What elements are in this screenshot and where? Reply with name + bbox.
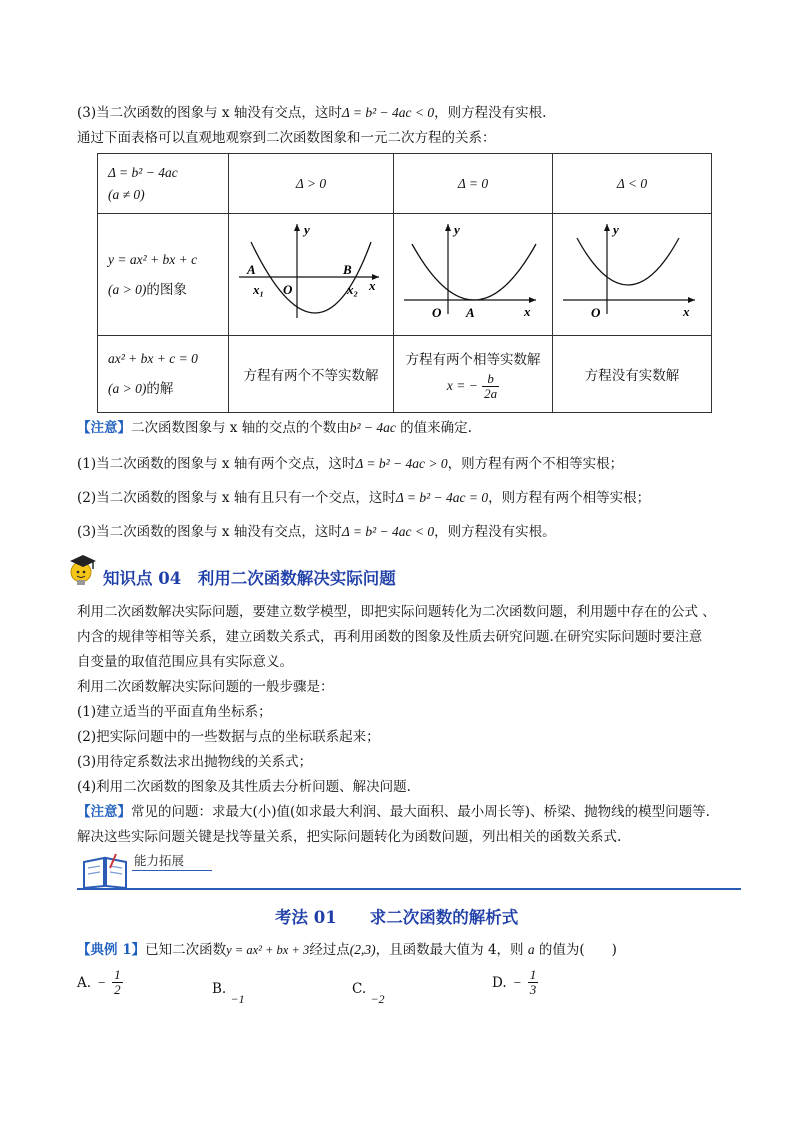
graph-gt-origin: O [283,282,293,297]
graph-eq-y-label: y [454,222,460,237]
table-sol-eq-frac [482,372,499,401]
option-c[interactable] [352,981,385,1006]
example-func: y = ax² + bx + 3 [226,943,310,957]
option-a-letter: A. [77,974,92,991]
table-intro: 通过下面表格可以直观地观察到二次函数图象和一元二次方程的关系： [77,130,496,146]
note1-prefix: 二次函数图象与 x 轴的交点的个数由 [131,420,350,436]
table-sol-eq-num: b [482,372,499,387]
note1-item1-prefix: (1)当二次函数的图象与 x 轴有两个交点，这时 [77,456,356,472]
intro-line3-suffix: ，则方程没有实根. [434,105,547,121]
table-sol-eq-x: x = − [446,377,478,393]
graph-eq-cell [394,214,553,336]
table-col-gt: Δ > 0 [229,154,394,214]
table-row2-suffix: 的图象 [146,281,187,298]
option-c-value: −2 [370,992,385,1006]
option-b-value: −1 [230,992,245,1006]
graph-lt-origin: O [591,305,601,320]
steps-title: 利用二次函数解决实际问题的一般步骤是： [77,679,334,695]
note1-item3-expr: Δ = b² − 4ac < 0 [341,524,435,539]
example-point: (2,3) [349,942,376,957]
kaofa-title: 考法 01 求二次函数的解析式 [275,908,519,927]
table-head-cond: (a ≠ 0) [108,186,145,202]
table-sol-eq-cell [394,336,553,413]
example-text-b: 经过点 [309,942,350,958]
note1-item3-prefix: (3)当二次函数的图象与 x 轴没有交点，这时 [77,524,342,540]
intro-line-3 [77,103,546,123]
option-d[interactable] [492,968,538,997]
knowledge-note-line-1 [77,802,710,822]
table-row3-formula: ax² + bx + c = 0 [108,351,198,366]
graph-eq-x-label: x [524,304,531,319]
example-text-a: 已知二次函数 [145,942,227,958]
table-col-lt: Δ < 0 [553,154,712,214]
knowledge-title: 知识点 04 利用二次函数解决实际问题 [103,569,396,588]
example-text-d: 的值为( ) [534,942,617,958]
option-a-num: 1 [114,967,121,982]
section-divider [77,888,741,890]
knowledge-note-line-2: 解决这些实际问题关键是找等量关系，把实际问题转化为函数问题，列出相关的函数关系式. [77,829,622,845]
note1-item-1 [77,454,623,474]
table-sol-eq-den: 2a [484,385,498,401]
table-row2-cond: (a > 0) [108,281,147,297]
graph-two-roots [229,214,393,331]
graph-eq-A: A [466,305,475,320]
graph-gt-B: B [343,262,352,277]
table-sol-lt: 方程没有实数解 [553,336,712,413]
note1-expr: b² − 4ac [349,420,396,435]
graph-gt-cell [229,214,394,336]
intro-line3-expr: Δ = b² − 4ac < 0 [341,105,435,120]
intro-line3-prefix: (3)当二次函数的图象与 x 轴没有交点，这时 [77,105,342,121]
relation-table [97,153,712,413]
graph-lt-y-label: y [613,222,619,237]
graph-gt-A: A [247,262,256,277]
table-row2-head [98,214,229,336]
knowledge-para-line-2: 内含的规律等相等关系，建立函数关系式，再利用函数的图象及性质去研究问题.在研究实际问题时要注意 [77,629,703,645]
example-1 [77,940,617,960]
table-row3-suffix: 的解 [146,381,174,397]
graph-one-root [394,214,552,331]
table-row3-head [98,336,229,413]
option-d-frac [528,968,539,997]
option-a[interactable] [77,968,123,997]
note1-suffix: 的值来确定. [395,420,472,436]
option-b-letter: B. [212,981,227,997]
table-head-delta: Δ = b² − 4ac [108,164,178,180]
note1-item-2 [77,488,650,508]
note1-item2-suffix: ，则方程有两个相等实根； [488,490,651,506]
option-c-letter: C. [352,981,367,997]
table-head-delta-cell [98,154,229,214]
note1-item3-suffix: ，则方程没有实根。 [434,524,556,540]
scholar-lightbulb-icon [66,553,100,587]
option-a-den: 2 [114,982,121,997]
note1-item1-expr: Δ = b² − 4ac > 0 [355,456,448,471]
note1-line [77,418,472,438]
graph-lt-cell [553,214,712,336]
step-1: (1)建立适当的平面直角坐标系； [77,704,272,720]
example-var: a [527,942,535,957]
table-col-eq: Δ = 0 [394,154,553,214]
table-sol-eq-text: 方程有两个相等实数解 [405,351,541,368]
open-book-icon [80,852,130,890]
graph-gt-x-label: x [369,278,376,293]
example-label: 【典例 1】 [77,942,146,958]
note1-item2-prefix: (2)当二次函数的图象与 x 轴有且只有一个交点，这时 [77,490,396,506]
graph-lt-x-label: x [683,304,690,319]
graph-eq-origin: O [432,305,442,320]
note1-item-3 [77,522,556,542]
table-sol-gt: 方程有两个不等实数解 [229,336,394,413]
badge-underline [132,870,212,871]
step-2: (2)把实际问题中的一些数据与点的坐标联系起来； [77,729,380,745]
option-d-den: 3 [529,982,537,997]
option-b[interactable] [212,981,245,1006]
knowledge-note-label: 【注意】 [77,804,131,820]
graph-gt-x1: x₁ [253,282,265,297]
note1-label: 【注意】 [77,420,131,436]
graph-no-root [553,214,711,331]
note1-item1-suffix: ，则方程有两个不相等实根； [447,456,624,472]
knowledge-note-text1: 常见的问题：求最大(小)值(如求最大利润、最大面积、最小周长等)、桥梁、抛物线的模型问题等. [131,804,710,820]
table-row2-formula: y = ax² + bx + c [108,251,198,267]
knowledge-para-line-1: 利用二次函数解决实际问题，要建立数学模型，即把实际问题转化为二次函数问题，利用题中存在的公式 、 [77,604,716,620]
step-4: (4)利用二次函数的图象及其性质去分析问题、解决问题. [77,779,411,795]
option-a-frac [112,968,123,997]
step-3: (3)用待定系数法求出抛物线的关系式； [77,754,313,770]
option-d-num: 1 [529,967,537,982]
option-d-letter: D. [492,974,507,991]
ability-badge-label: 能力拓展 [134,853,185,868]
option-d-sign: − [512,974,522,990]
knowledge-para-line-3: 自变量的取值范围应具有实际意义。 [77,654,293,670]
note1-item2-expr: Δ = b² − 4ac = 0 [395,490,489,505]
example-text-c: ，且函数最大值为 4，则 [375,942,528,958]
graph-gt-y-label: y [304,222,310,237]
table-row3-cond: (a > 0) [108,381,147,396]
graph-gt-x2: x₂ [347,282,359,297]
option-a-sign: − [97,974,107,990]
